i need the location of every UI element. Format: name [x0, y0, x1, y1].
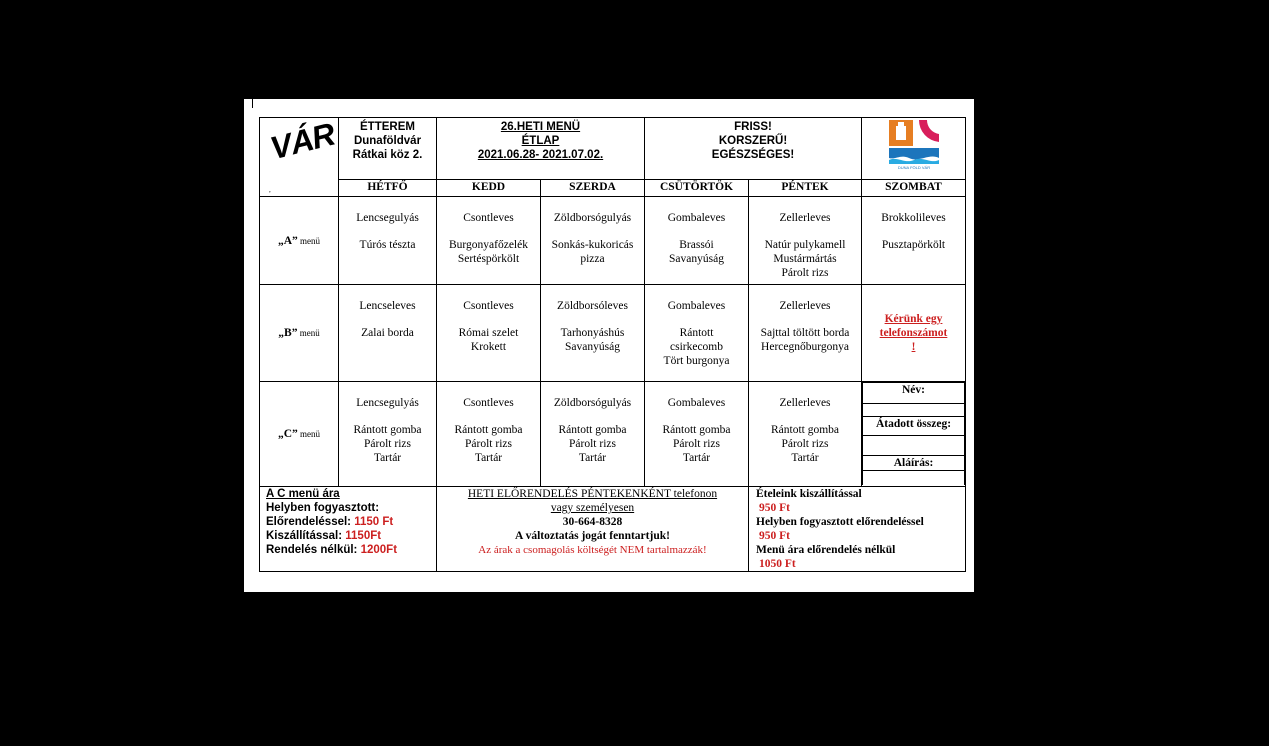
name-label: Név: [863, 383, 965, 404]
preorder-line: vagy személyesen [550, 502, 635, 514]
var-logo: VÁR [266, 115, 338, 167]
price-row: Kiszállítással: 1150Ft [266, 530, 382, 542]
name-field[interactable] [863, 404, 965, 417]
day-header: SZERDA [541, 180, 645, 197]
menu-label: „A” menü [260, 197, 339, 285]
dish-cell: Lencsegulyás Túrós tészta [339, 197, 437, 285]
preorder-info [437, 487, 749, 572]
dish-cell: Brokkolileves Pusztapörkölt [862, 197, 966, 285]
menu-document [244, 99, 974, 592]
duna-foldvar-logo-icon [889, 120, 939, 170]
dish-cell: Lencsegulyás Rántott gomba Párolt rizs Tartár [339, 382, 437, 487]
dish-cell: Lencseleves Zalai borda [339, 285, 437, 382]
menu-row-a [260, 197, 966, 285]
c-menu-prices [260, 487, 437, 572]
restaurant-address: Rátkai köz 2. [352, 149, 423, 161]
price-row: Rendelés nélkül: 1200Ft [266, 544, 398, 556]
day-header: PÉNTEK [749, 180, 862, 197]
slogan-line: FRISS! [734, 121, 772, 133]
dish-cell: Zellerleves Sajttal töltött borda Hercegnőburgonya [749, 285, 862, 382]
price-value: 950 Ft [759, 530, 790, 542]
dish-cell: Gombaleves Rántott gomba Párolt rizs Tartár [645, 382, 749, 487]
amount-label: Átadott összeg: [863, 417, 965, 436]
menu-row-b [260, 285, 966, 382]
dish-cell: Gombaleves Rántott csirkecomb Tört burgonya [645, 285, 749, 382]
dish-cell: Zellerleves Natúr pulykamell Mustármártás Párolt rizs [749, 197, 862, 285]
menu-label: „C” menü [260, 382, 339, 487]
price-row: Előrendeléssel: 1150 Ft [266, 516, 394, 528]
menu-label: „B” menü [260, 285, 339, 382]
dish-cell: Zellerleves Rántott gomba Párolt rizs Tartár [749, 382, 862, 487]
phone-number: 30-664-8328 [562, 516, 623, 528]
day-header: CSÜTÖRTÖK [645, 180, 749, 197]
onsite-label: Helyben fogyasztott: [266, 502, 380, 514]
price-value: 1050 Ft [759, 558, 796, 570]
weekly-menu-table [259, 117, 966, 572]
price-label: Helyben fogyasztott előrendeléssel [756, 516, 924, 528]
menu-title: 26.HETI MENÜ [500, 121, 581, 133]
dish-cell: Zöldborsógulyás Rántott gomba Párolt rizs Tartár [541, 382, 645, 487]
menu-header [437, 118, 645, 180]
slogan-line: KORSZERŰ! [718, 135, 788, 147]
signature-field[interactable] [863, 471, 965, 485]
brand-logo-cell [862, 118, 966, 180]
brand-logo-text: DUNA FÖLD VÁR [897, 165, 931, 170]
menu-dates: 2021.06.28- 2021.07.02. [477, 149, 604, 161]
dish-cell: Csontleves Burgonyafőzelék Sertéspörkölt [437, 197, 541, 285]
slogan-line: EGÉSZSÉGES! [711, 149, 795, 161]
c-menu-price-title: A C menü ára [266, 488, 340, 500]
text-cursor [252, 99, 253, 108]
var-logo-cell: VÁR , [260, 118, 339, 197]
change-notice: A változtatás jogát fenntartjuk! [515, 530, 670, 542]
dish-cell: Csontleves Rántott gomba Párolt rizs Tartár [437, 382, 541, 487]
order-form [862, 382, 966, 487]
dish-cell: Csontleves Római szelet Krokett [437, 285, 541, 382]
dish-cell: Zöldborsóleves Tarhonyáshús Savanyúság [541, 285, 645, 382]
phone-request-note: Kérünk egy telefonszámot ! [862, 285, 966, 382]
amount-field[interactable] [863, 436, 965, 456]
restaurant-city: Dunaföldvár [353, 135, 422, 147]
day-header: KEDD [437, 180, 541, 197]
restaurant-info [339, 118, 437, 180]
price-label: Menü ára előrendelés nélkül [756, 544, 896, 556]
packaging-warning: Az árak a csomagolás költségét NEM tartalmazzák! [478, 544, 707, 556]
menu-subtitle: ÉTLAP [521, 135, 560, 147]
dish-cell: Gombaleves Brassói Savanyúság [645, 197, 749, 285]
footer-row [260, 487, 966, 572]
slogan [645, 118, 862, 180]
menu-prices [749, 487, 966, 572]
signature-label: Aláírás: [863, 456, 965, 471]
day-header: SZOMBAT [862, 180, 966, 197]
day-header: HÉTFŐ [339, 180, 437, 197]
restaurant-name: ÉTTEREM [360, 121, 415, 133]
preorder-line: HETI ELŐRENDELÉS PÉNTEKENKÉNT telefonon [467, 488, 718, 500]
menu-row-c [260, 382, 966, 487]
dish-cell: Zöldborsógulyás Sonkás-kukoricás pizza [541, 197, 645, 285]
price-label: Ételeink kiszállítással [756, 488, 862, 500]
price-value: 950 Ft [759, 502, 790, 514]
